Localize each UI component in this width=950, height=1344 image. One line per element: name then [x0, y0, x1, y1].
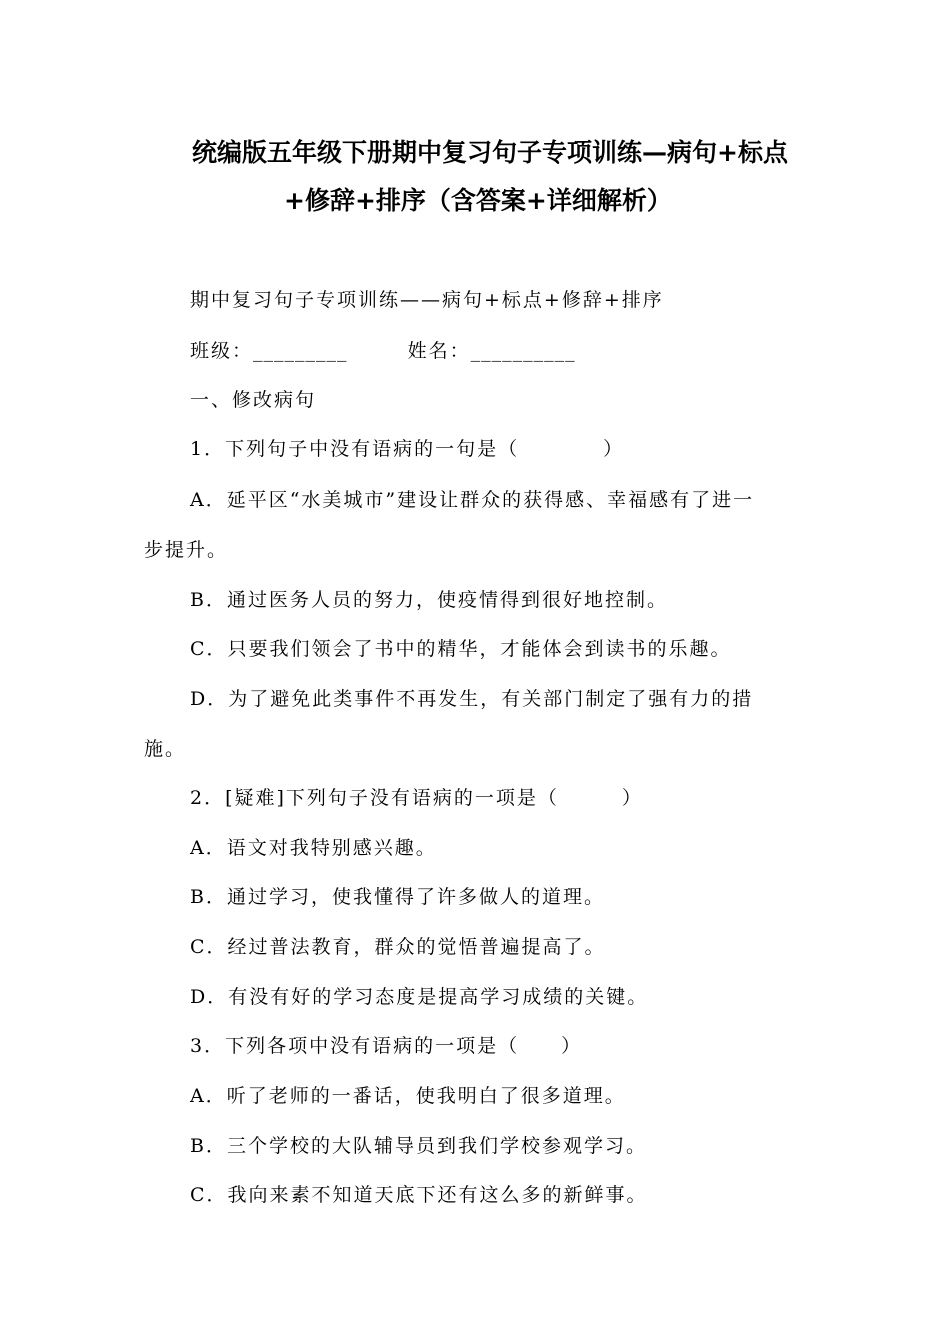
- q2-stem: 2．[疑难]下列句子没有语病的一项是（ ）: [190, 787, 643, 809]
- q2-option-d: D．有没有好的学习态度是提高学习成绩的关键。: [190, 986, 649, 1008]
- q3-stem: 3．下列各项中没有语病的一项是（ ）: [190, 1035, 583, 1057]
- q1-option-a-line2: 步提升。: [144, 539, 229, 561]
- document-title-line-1: 统编版五年级下册期中复习句子专项训练—病句+标点: [192, 138, 788, 167]
- class-label: 班级：: [190, 340, 254, 362]
- q2-option-b: B．通过学习，使我懂得了许多做人的道理。: [190, 886, 605, 908]
- q1-option-b: B．通过医务人员的努力，使疫情得到很好地控制。: [190, 589, 668, 611]
- name-label: 姓名：: [407, 340, 471, 362]
- document-title-line-2: +修辞+排序（含答案+详细解析）: [284, 186, 672, 215]
- q1-option-c: C．只要我们领会了书中的精华，才能体会到读书的乐趣。: [190, 638, 732, 660]
- q2-option-c: C．经过普法教育，群众的觉悟普遍提高了。: [190, 936, 606, 958]
- q2-option-a: A．语文对我特别感兴趣。: [190, 837, 437, 859]
- student-info-row: [190, 339, 576, 363]
- q1-option-a-line1: A．延平区“水美城市”建设让群众的获得感、幸福感有了进一: [190, 489, 755, 511]
- q1-option-d-line1: D．为了避免此类事件不再发生，有关部门制定了强有力的措: [190, 688, 754, 710]
- worksheet-subtitle: 期中复习句子专项训练——病句+标点+修辞+排序: [190, 289, 664, 311]
- q1-option-d-line2: 施。: [144, 738, 187, 760]
- q3-option-a: A．听了老师的一番话，使我明白了很多道理。: [190, 1085, 626, 1107]
- name-blank: __________: [470, 340, 576, 362]
- class-blank: _________: [253, 340, 348, 362]
- q3-option-c: C．我向来素不知道天底下还有这么多的新鲜事。: [190, 1184, 648, 1206]
- q1-stem: 1．下列句子中没有语病的一句是（ ）: [190, 438, 625, 460]
- section-heading-1: 一、修改病句: [190, 389, 317, 411]
- q3-option-b: B．三个学校的大队辅导员到我们学校参观学习。: [190, 1135, 647, 1157]
